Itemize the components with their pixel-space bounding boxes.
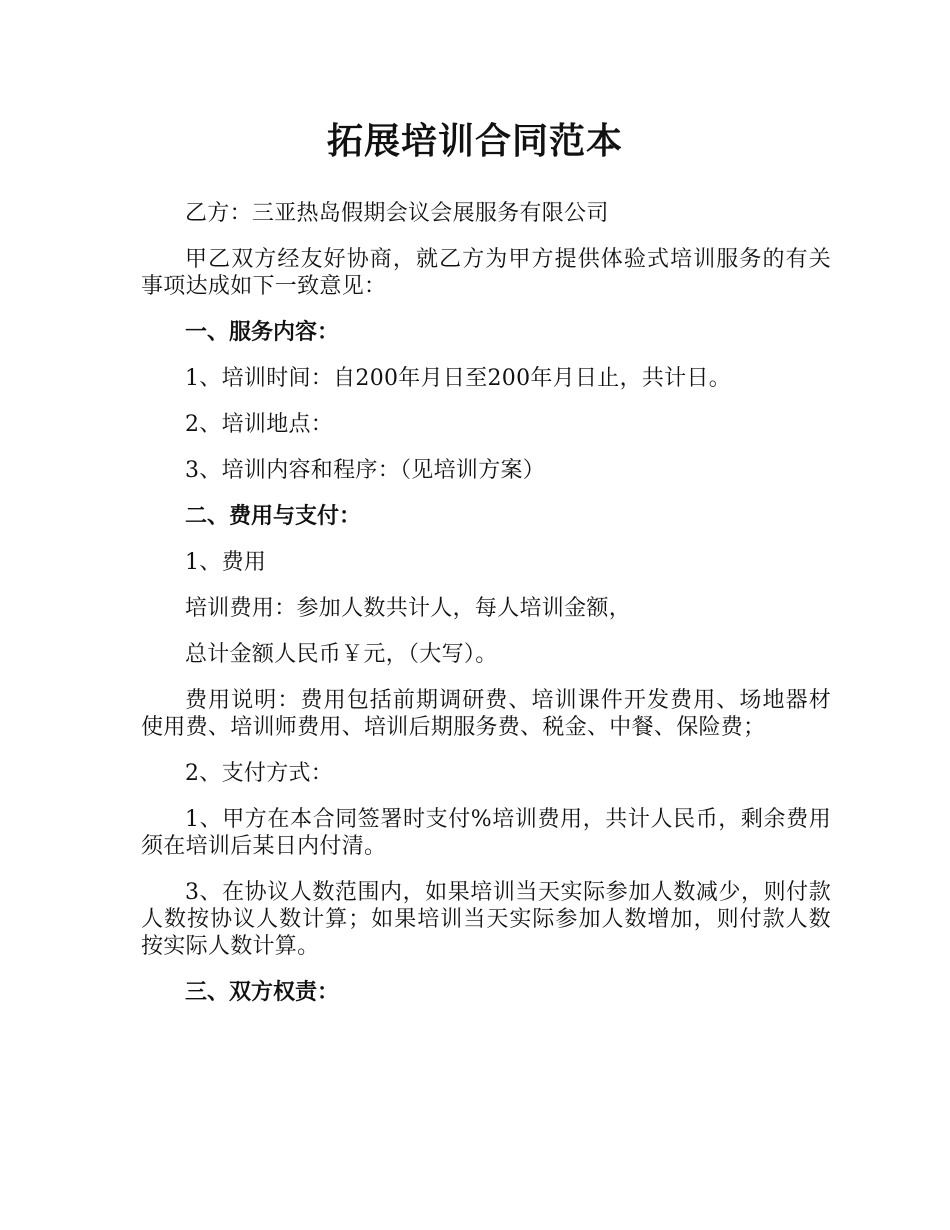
clause-payment-1: 1、甲方在本合同签署时支付%培训费用，共计人民币，剩余费用须在培训后某日内付清。 (141, 807, 831, 859)
clause-payment-3: 3、在协议人数范围内，如果培训当天实际参加人数减少，则付款人数按协议人数计算；如果培训当天实际参加人数增加，则付款人数按实际人数计算。 (141, 880, 831, 959)
document-body (141, 200, 831, 1025)
clause-training-time: 1、培训时间：自200年月日至200年月日止，共计日。 (185, 366, 732, 391)
section-heading-service: 一、服务内容： (185, 320, 340, 345)
section-heading-rights: 三、双方权责： (185, 980, 340, 1005)
document-title: 拓展培训合同范本 (326, 121, 623, 162)
party-b-line: 乙方：三亚热岛假期会议会展服务有限公司 (185, 201, 609, 226)
clause-payment-method: 2、支付方式： (185, 761, 334, 786)
clause-training-fee: 培训费用：参加人数共计人，每人培训金额， (185, 596, 632, 621)
section-heading-fees: 二、费用与支付： (185, 504, 362, 529)
clause-total-amount: 总计金额人民币￥元，（大写）。 (185, 642, 498, 667)
clause-fees: 1、费用 (185, 550, 267, 575)
intro-paragraph: 甲乙双方经友好协商，就乙方为甲方提供体验式培训服务的有关事项达成如下一致意见： (141, 247, 831, 299)
clause-fee-description: 费用说明：费用包括前期调研费、培训课件开发费用、场地器材使用费、培训师费用、培训后期服务费、税金、中餐、保险费； (141, 688, 831, 740)
clause-training-content: 3、培训内容和程序：（见培训方案） (185, 458, 546, 483)
clause-training-location: 2、培训地点： (185, 412, 334, 437)
